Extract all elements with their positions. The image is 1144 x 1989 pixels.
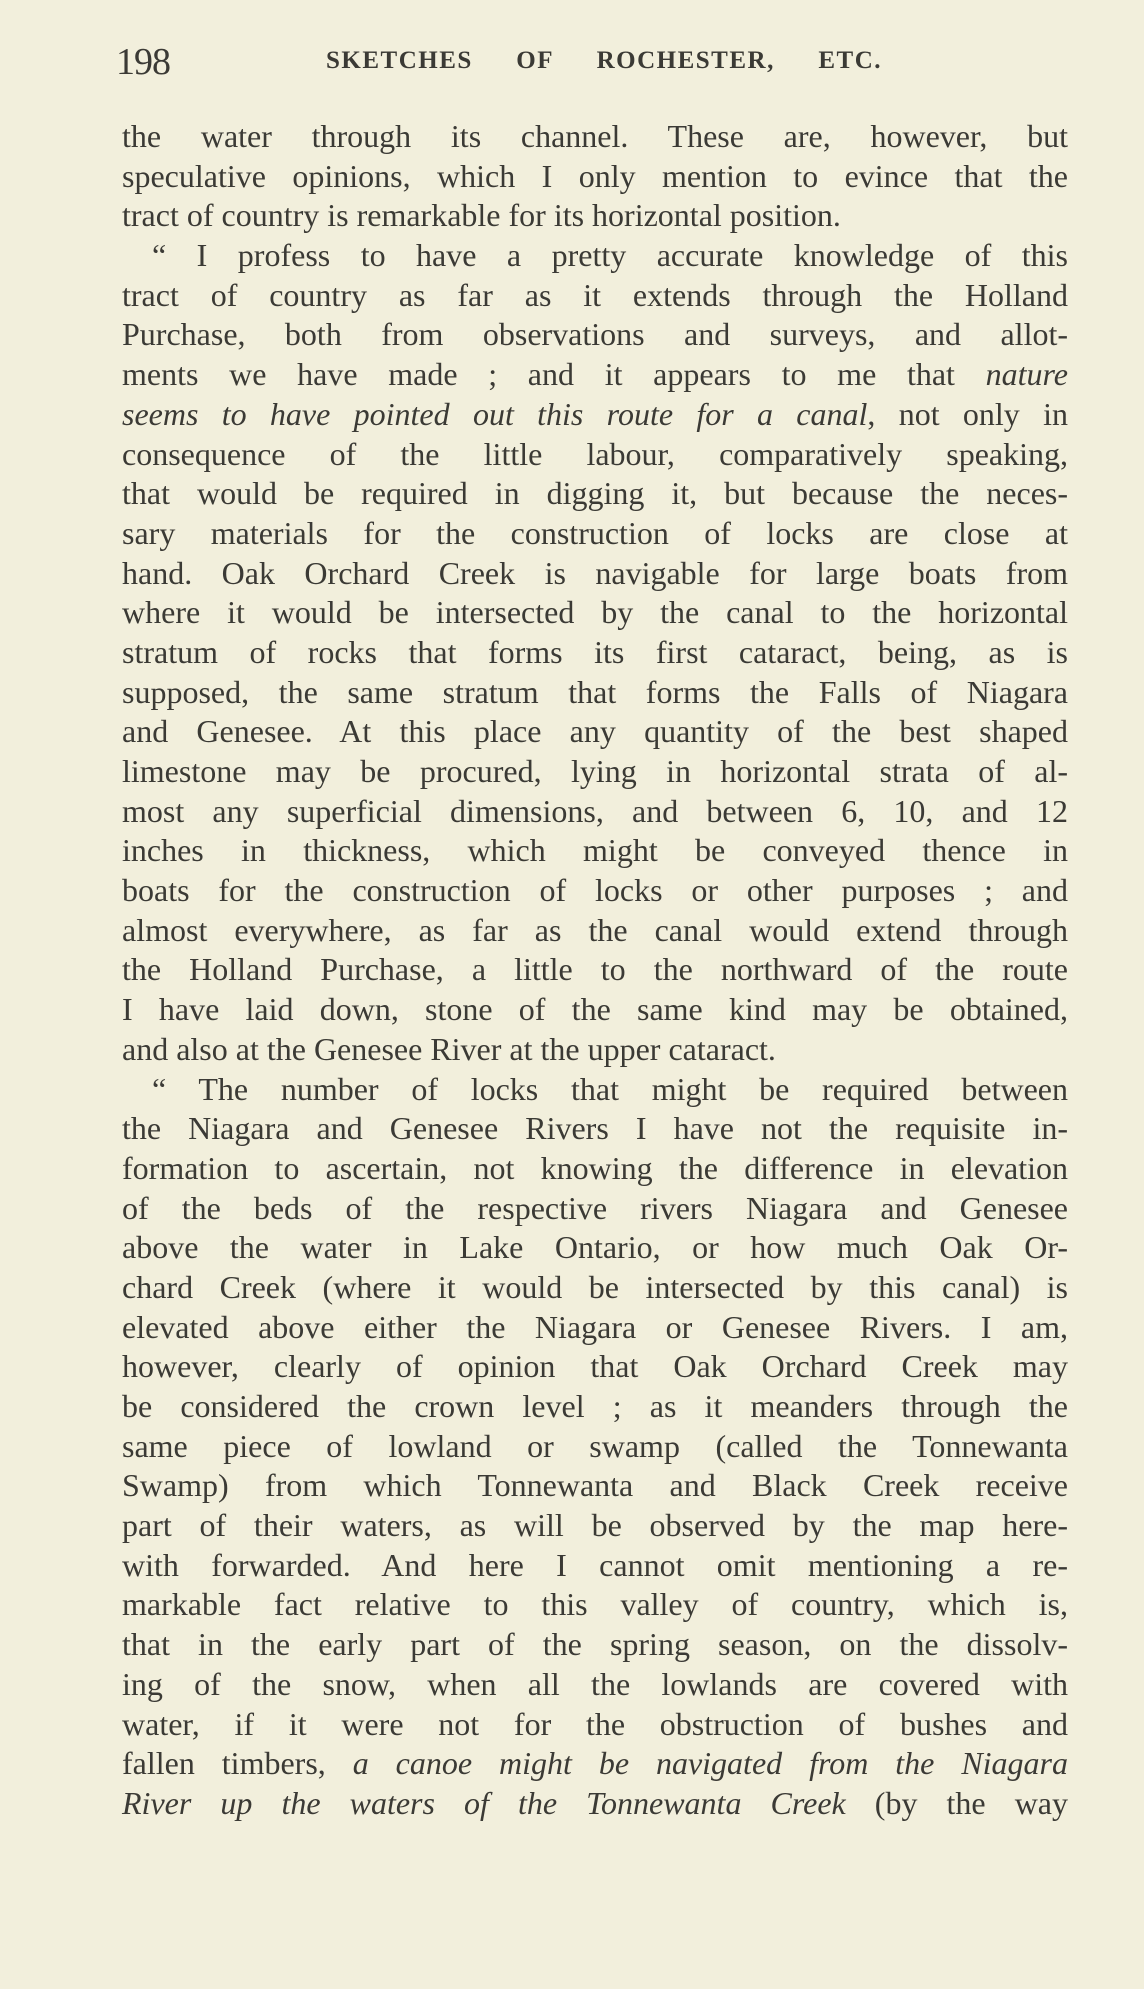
text-segment: with forwarded. And here I cannot omit mentioning a re-	[122, 1546, 1068, 1583]
text-line	[122, 554, 1068, 594]
text-segment: tract of country as far as it extends through the Holland	[122, 276, 1068, 313]
text-line	[122, 395, 1068, 435]
text-segment: limestone may be procured, lying in horizontal strata of al-	[122, 753, 1068, 789]
text-segment: consequence of the little labour, comparatively speaking,	[122, 435, 1068, 472]
text-segment: where it would be intersected by the canal to the horizontal	[122, 594, 1068, 631]
text-line	[122, 1466, 1068, 1506]
text-segment: and also at the Genesee River at the upper cataract.	[122, 1030, 776, 1067]
text-line	[122, 831, 1068, 871]
text-line	[122, 157, 1068, 197]
text-line	[122, 712, 1068, 752]
text-line	[122, 196, 1068, 236]
text-segment: stratum of rocks that forms its first cataract, being, as is	[122, 633, 1068, 670]
text-line	[122, 752, 1068, 792]
text-segment: Swamp) from which Tonnewanta and Black Creek receive	[122, 1467, 1068, 1504]
text-segment: water, if it were not for the obstruction of bushes and	[122, 1705, 1068, 1742]
text-line	[122, 1109, 1068, 1149]
text-line	[122, 1268, 1068, 1308]
text-line	[122, 792, 1068, 832]
text-line	[122, 673, 1068, 713]
text-segment: markable fact relative to this valley of country, which is,	[122, 1586, 1068, 1623]
text-segment: ments we have made ; and it appears to me that	[122, 356, 986, 393]
italic-text: seems to have pointed out this route for a canal	[122, 395, 868, 432]
text-segment: I have laid down, stone of the same kind may be obtained,	[122, 991, 1068, 1028]
text-line	[122, 950, 1068, 990]
italic-text: a canoe might be navigated from the Niagara	[352, 1745, 1068, 1782]
text-line	[122, 593, 1068, 633]
text-segment: chard Creek (where it would be intersected by this canal) is	[122, 1268, 1068, 1305]
text-segment: ing of the snow, when all the lowlands are covered with	[122, 1665, 1068, 1702]
text-segment: “ The number of locks that might be required between	[152, 1070, 1068, 1107]
text-line	[122, 1347, 1068, 1387]
text-segment: the Holland Purchase, a little to the northward of the route	[122, 951, 1068, 988]
text-line	[122, 1427, 1068, 1467]
text-segment: sary materials for the construction of locks are close at	[122, 514, 1068, 551]
text-segment: “ I profess to have a pretty accurate knowledge of this	[152, 237, 1068, 274]
text-line	[122, 633, 1068, 673]
text-line	[122, 315, 1068, 355]
text-line	[122, 1705, 1068, 1745]
text-line	[122, 1506, 1068, 1546]
text-line	[122, 1189, 1068, 1229]
text-segment: part of their waters, as will be observed by the map here-	[122, 1507, 1068, 1544]
text-segment: and Genesee. At this place any quantity of the best shaped	[122, 713, 1068, 750]
text-line	[122, 435, 1068, 475]
text-line	[122, 1665, 1068, 1705]
text-segment: above the water in Lake Ontario, or how much Oak Or-	[122, 1229, 1068, 1266]
text-segment: of the beds of the respective rivers Niagara and Genesee	[122, 1189, 1068, 1226]
text-line	[122, 1784, 1068, 1824]
text-segment: that would be required in digging it, but because the neces-	[122, 475, 1068, 512]
text-line	[122, 355, 1068, 395]
text-line	[122, 1625, 1068, 1665]
text-segment: the Niagara and Genesee Rivers I have not the requisite in-	[122, 1110, 1068, 1147]
text-segment: tract of country is remarkable for its horizontal position.	[122, 197, 841, 234]
text-line	[122, 236, 1068, 276]
text-segment: however, clearly of opinion that Oak Orchard Creek may	[122, 1348, 1068, 1385]
text-line	[122, 117, 1068, 157]
text-segment: elevated above either the Niagara or Genesee Rivers. I am,	[122, 1308, 1068, 1345]
text-segment: be considered the crown level ; as it meanders through the	[122, 1388, 1068, 1424]
running-title: SKETCHES OF ROCHESTER, ETC.	[326, 47, 882, 74]
text-segment: fallen timbers,	[122, 1745, 353, 1782]
italic-text: River up the waters of the Tonnewanta Creek	[122, 1784, 846, 1821]
text-segment: same piece of lowland or swamp (called the Tonnewanta	[122, 1427, 1068, 1464]
text-line	[122, 871, 1068, 911]
page-number: 198	[116, 41, 170, 83]
text-segment: most any superficial dimensions, and between 6, 10, and 12	[122, 792, 1068, 829]
text-segment: hand. Oak Orchard Creek is navigable for large boats from	[122, 554, 1068, 591]
text-segment: almost everywhere, as far as the canal would extend through	[122, 911, 1068, 948]
text-line	[122, 1585, 1068, 1625]
text-line	[122, 1546, 1068, 1586]
text-line	[122, 1387, 1068, 1427]
text-line	[122, 276, 1068, 316]
text-segment: boats for the construction of locks or other purposes ; and	[122, 872, 1068, 909]
text-line	[122, 1744, 1068, 1784]
body-text	[122, 117, 1068, 1824]
text-line	[122, 1070, 1068, 1110]
italic-text: nature	[985, 356, 1068, 393]
text-segment: formation to ascertain, not knowing the difference in elevation	[122, 1149, 1068, 1186]
text-line	[122, 1228, 1068, 1268]
text-line	[122, 990, 1068, 1030]
text-segment: Purchase, both from observations and surveys, and allot-	[122, 316, 1068, 353]
text-segment: (by the way	[845, 1784, 1069, 1821]
text-segment: speculative opinions, which I only mention to evince that the	[122, 157, 1068, 194]
text-segment: the water through its channel. These are, however, but	[122, 118, 1068, 154]
text-segment: inches in thickness, which might be conveyed thence in	[122, 832, 1068, 869]
text-segment: that in the early part of the spring season, on the dissolv-	[122, 1626, 1068, 1663]
text-line	[122, 1030, 1068, 1070]
text-line	[122, 514, 1068, 554]
text-line	[122, 474, 1068, 514]
text-segment: supposed, the same stratum that forms the Falls of Niagara	[122, 673, 1068, 710]
text-segment: , not only in	[867, 395, 1069, 432]
text-line	[122, 1149, 1068, 1189]
text-line	[122, 911, 1068, 951]
text-line	[122, 1308, 1068, 1348]
